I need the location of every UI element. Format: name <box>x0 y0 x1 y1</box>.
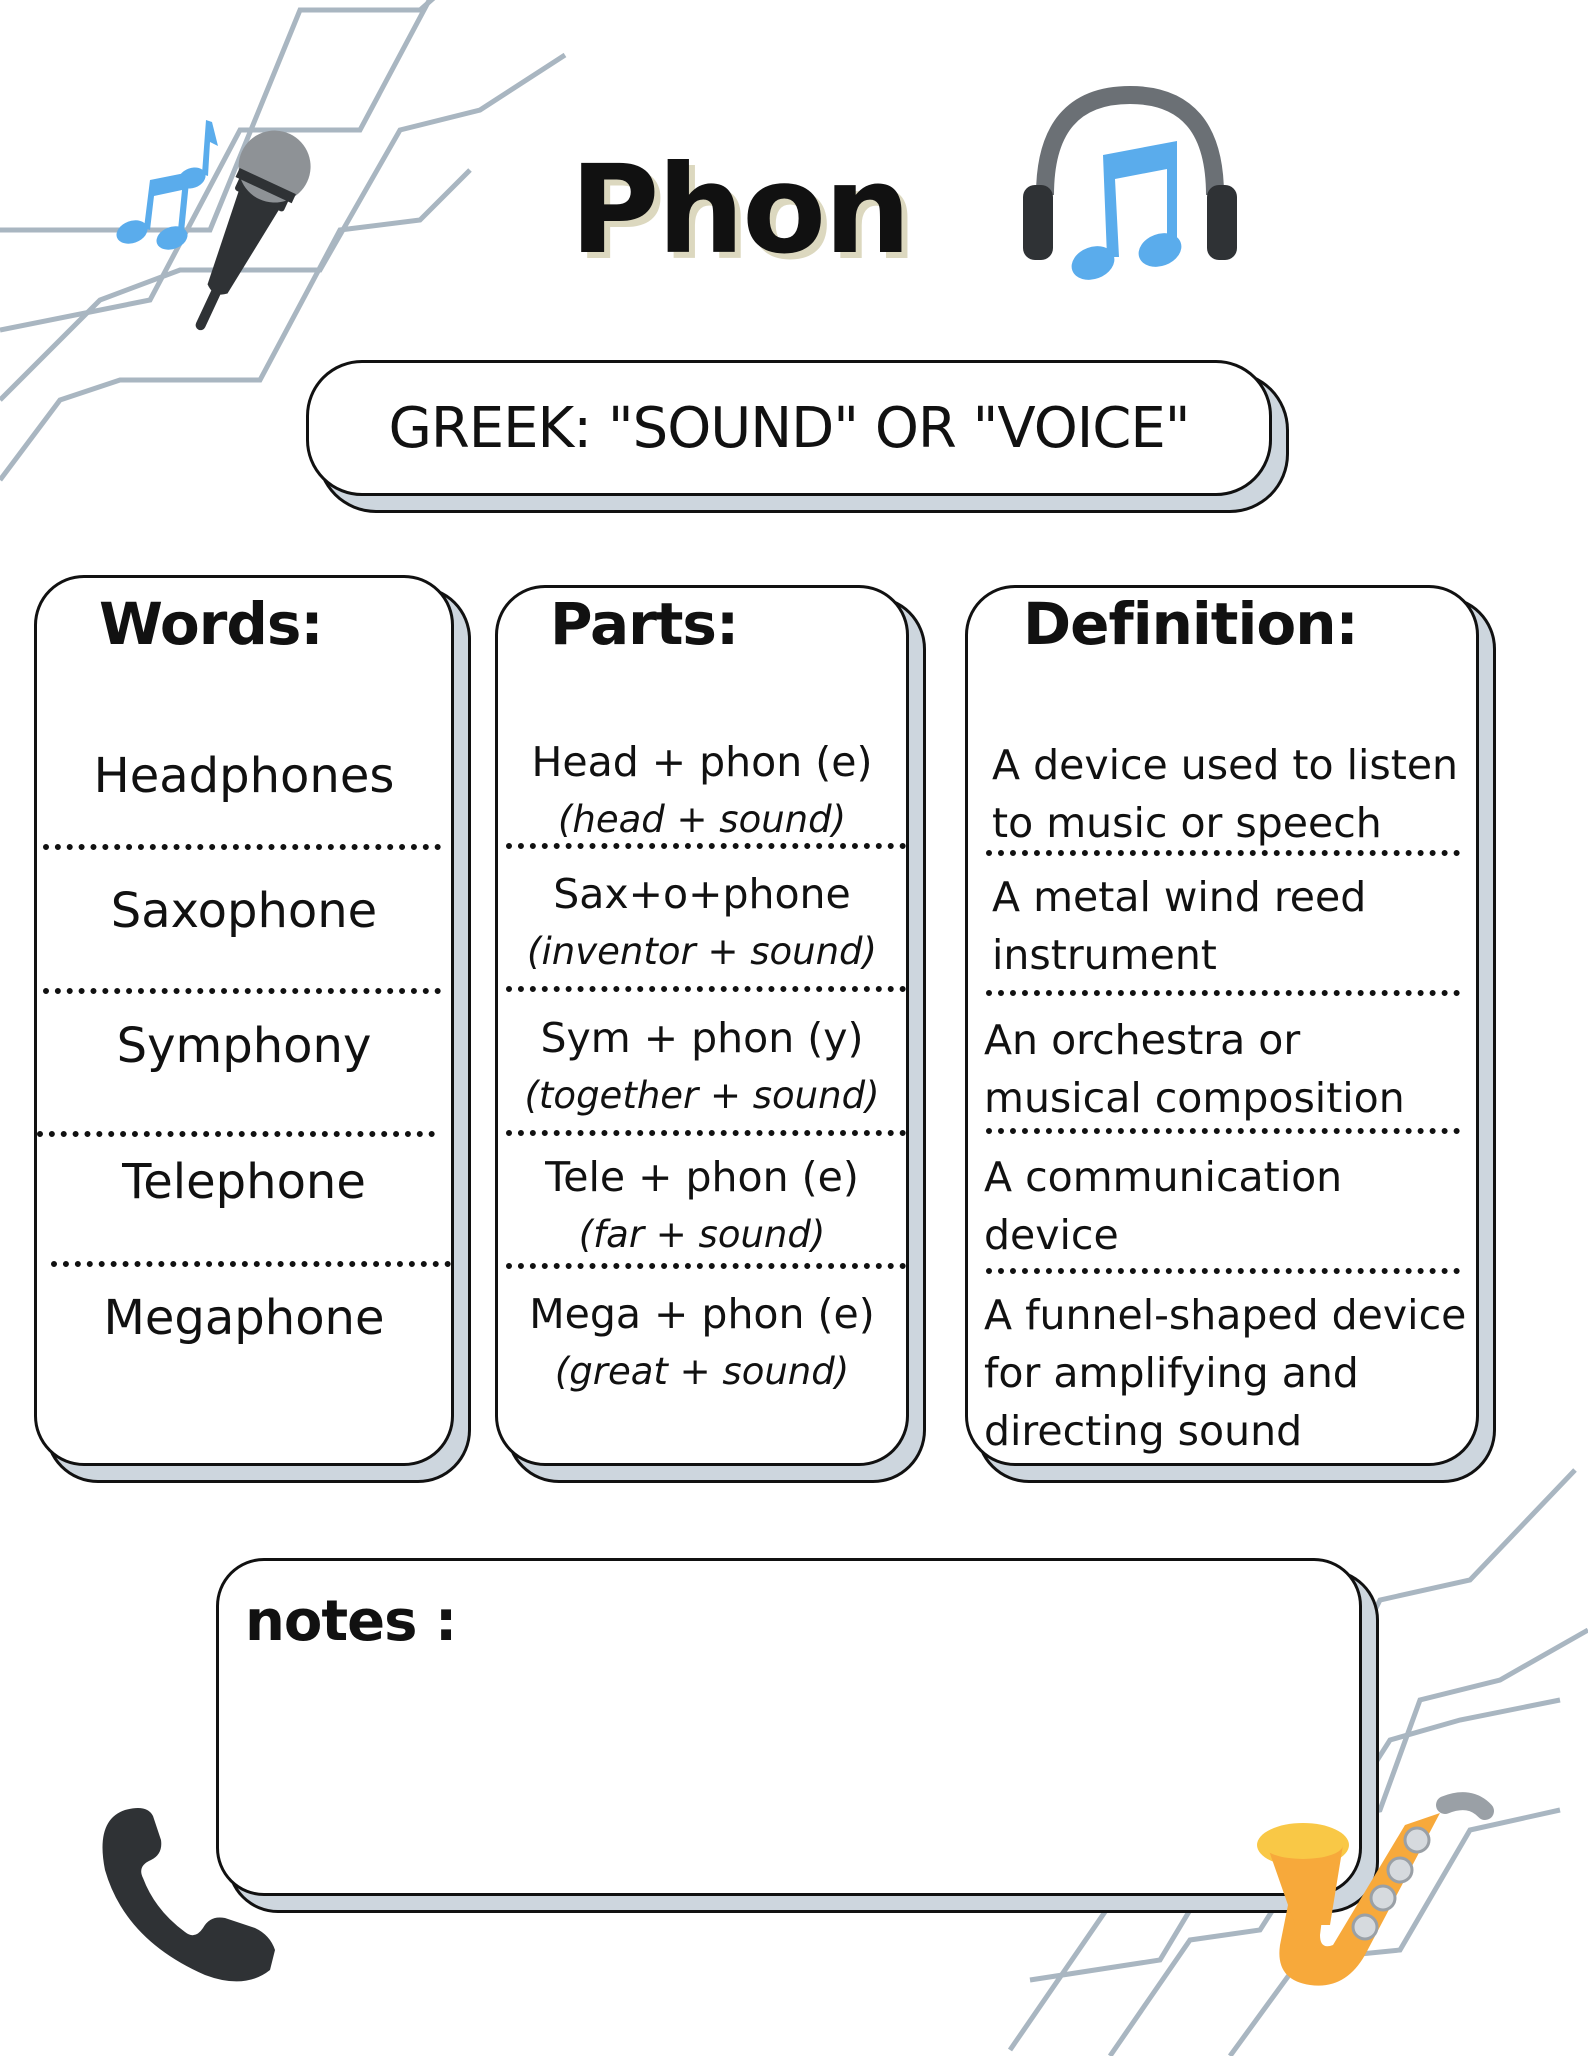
parts-meaning: (head + sound) <box>557 798 847 841</box>
definition-item <box>992 868 1366 984</box>
row-divider <box>37 1131 435 1137</box>
row-divider <box>986 850 1460 856</box>
parts-breakdown: Head + phon (e) <box>531 738 873 786</box>
notes-box[interactable] <box>216 1558 1362 1896</box>
parts-breakdown: Mega + phon (e) <box>529 1290 875 1338</box>
definition-item <box>984 1011 1405 1127</box>
definition-item <box>992 736 1458 852</box>
definition-line: A funnel-shaped device <box>984 1291 1467 1339</box>
definition-line: A communication <box>984 1153 1343 1201</box>
parts-breakdown: Sax+o+phone <box>553 870 851 918</box>
definition-line: A device used to listen <box>992 741 1459 789</box>
row-divider <box>51 1261 451 1267</box>
definition-line: instrument <box>992 931 1217 979</box>
parts-breakdown: Tele + phon (e) <box>545 1153 859 1201</box>
definition-item <box>984 1148 1342 1264</box>
parts-column <box>495 585 909 1466</box>
definition-heading: Definition: <box>1023 590 1358 658</box>
row-divider <box>43 844 441 850</box>
row-divider <box>986 990 1460 996</box>
parts-row <box>498 1009 906 1125</box>
word-telephone: Telephone <box>122 1154 366 1210</box>
definition-column <box>965 585 1479 1466</box>
definition-line: device <box>984 1211 1119 1259</box>
notes-label: notes : <box>245 1589 457 1654</box>
word-symphony: Symphony <box>116 1018 372 1074</box>
row-divider <box>506 1263 906 1269</box>
page-title: Phon <box>570 139 909 281</box>
definition-line: An orchestra or <box>984 1016 1301 1064</box>
row-divider <box>506 1130 906 1136</box>
headphones-icon <box>1015 85 1245 300</box>
saxophone-icon <box>1245 1785 1495 2000</box>
row-divider <box>506 843 906 849</box>
parts-row <box>498 865 906 981</box>
row-divider <box>986 1128 1460 1134</box>
row-divider <box>506 986 906 992</box>
microphone-icon <box>160 120 330 340</box>
row-divider <box>986 1268 1460 1274</box>
words-column <box>34 575 454 1466</box>
parts-breakdown: Sym + phon (y) <box>540 1014 864 1062</box>
definition-line: musical composition <box>984 1074 1405 1122</box>
parts-row <box>498 1285 906 1401</box>
word-megaphone: Megaphone <box>103 1290 385 1346</box>
meaning-banner <box>306 360 1272 496</box>
words-heading: Words: <box>99 590 323 658</box>
definition-item <box>984 1286 1466 1460</box>
row-divider <box>43 988 441 994</box>
definition-line: for amplifying and <box>984 1349 1359 1397</box>
parts-heading: Parts: <box>550 590 739 658</box>
definition-line: directing sound <box>984 1407 1303 1455</box>
meaning-text: GREEK: "SOUND" OR "VOICE" <box>388 395 1190 461</box>
word-headphones: Headphones <box>93 748 395 804</box>
telephone-icon <box>95 1800 295 1990</box>
parts-meaning: (far + sound) <box>578 1213 826 1256</box>
parts-meaning: (great + sound) <box>554 1350 850 1393</box>
word-saxophone: Saxophone <box>110 883 378 939</box>
parts-row <box>498 733 906 849</box>
definition-line: to music or speech <box>992 799 1382 847</box>
parts-meaning: (together + sound) <box>524 1074 880 1117</box>
definition-line: A metal wind reed <box>992 873 1367 921</box>
parts-meaning: (inventor + sound) <box>527 930 877 973</box>
parts-row <box>498 1148 906 1264</box>
